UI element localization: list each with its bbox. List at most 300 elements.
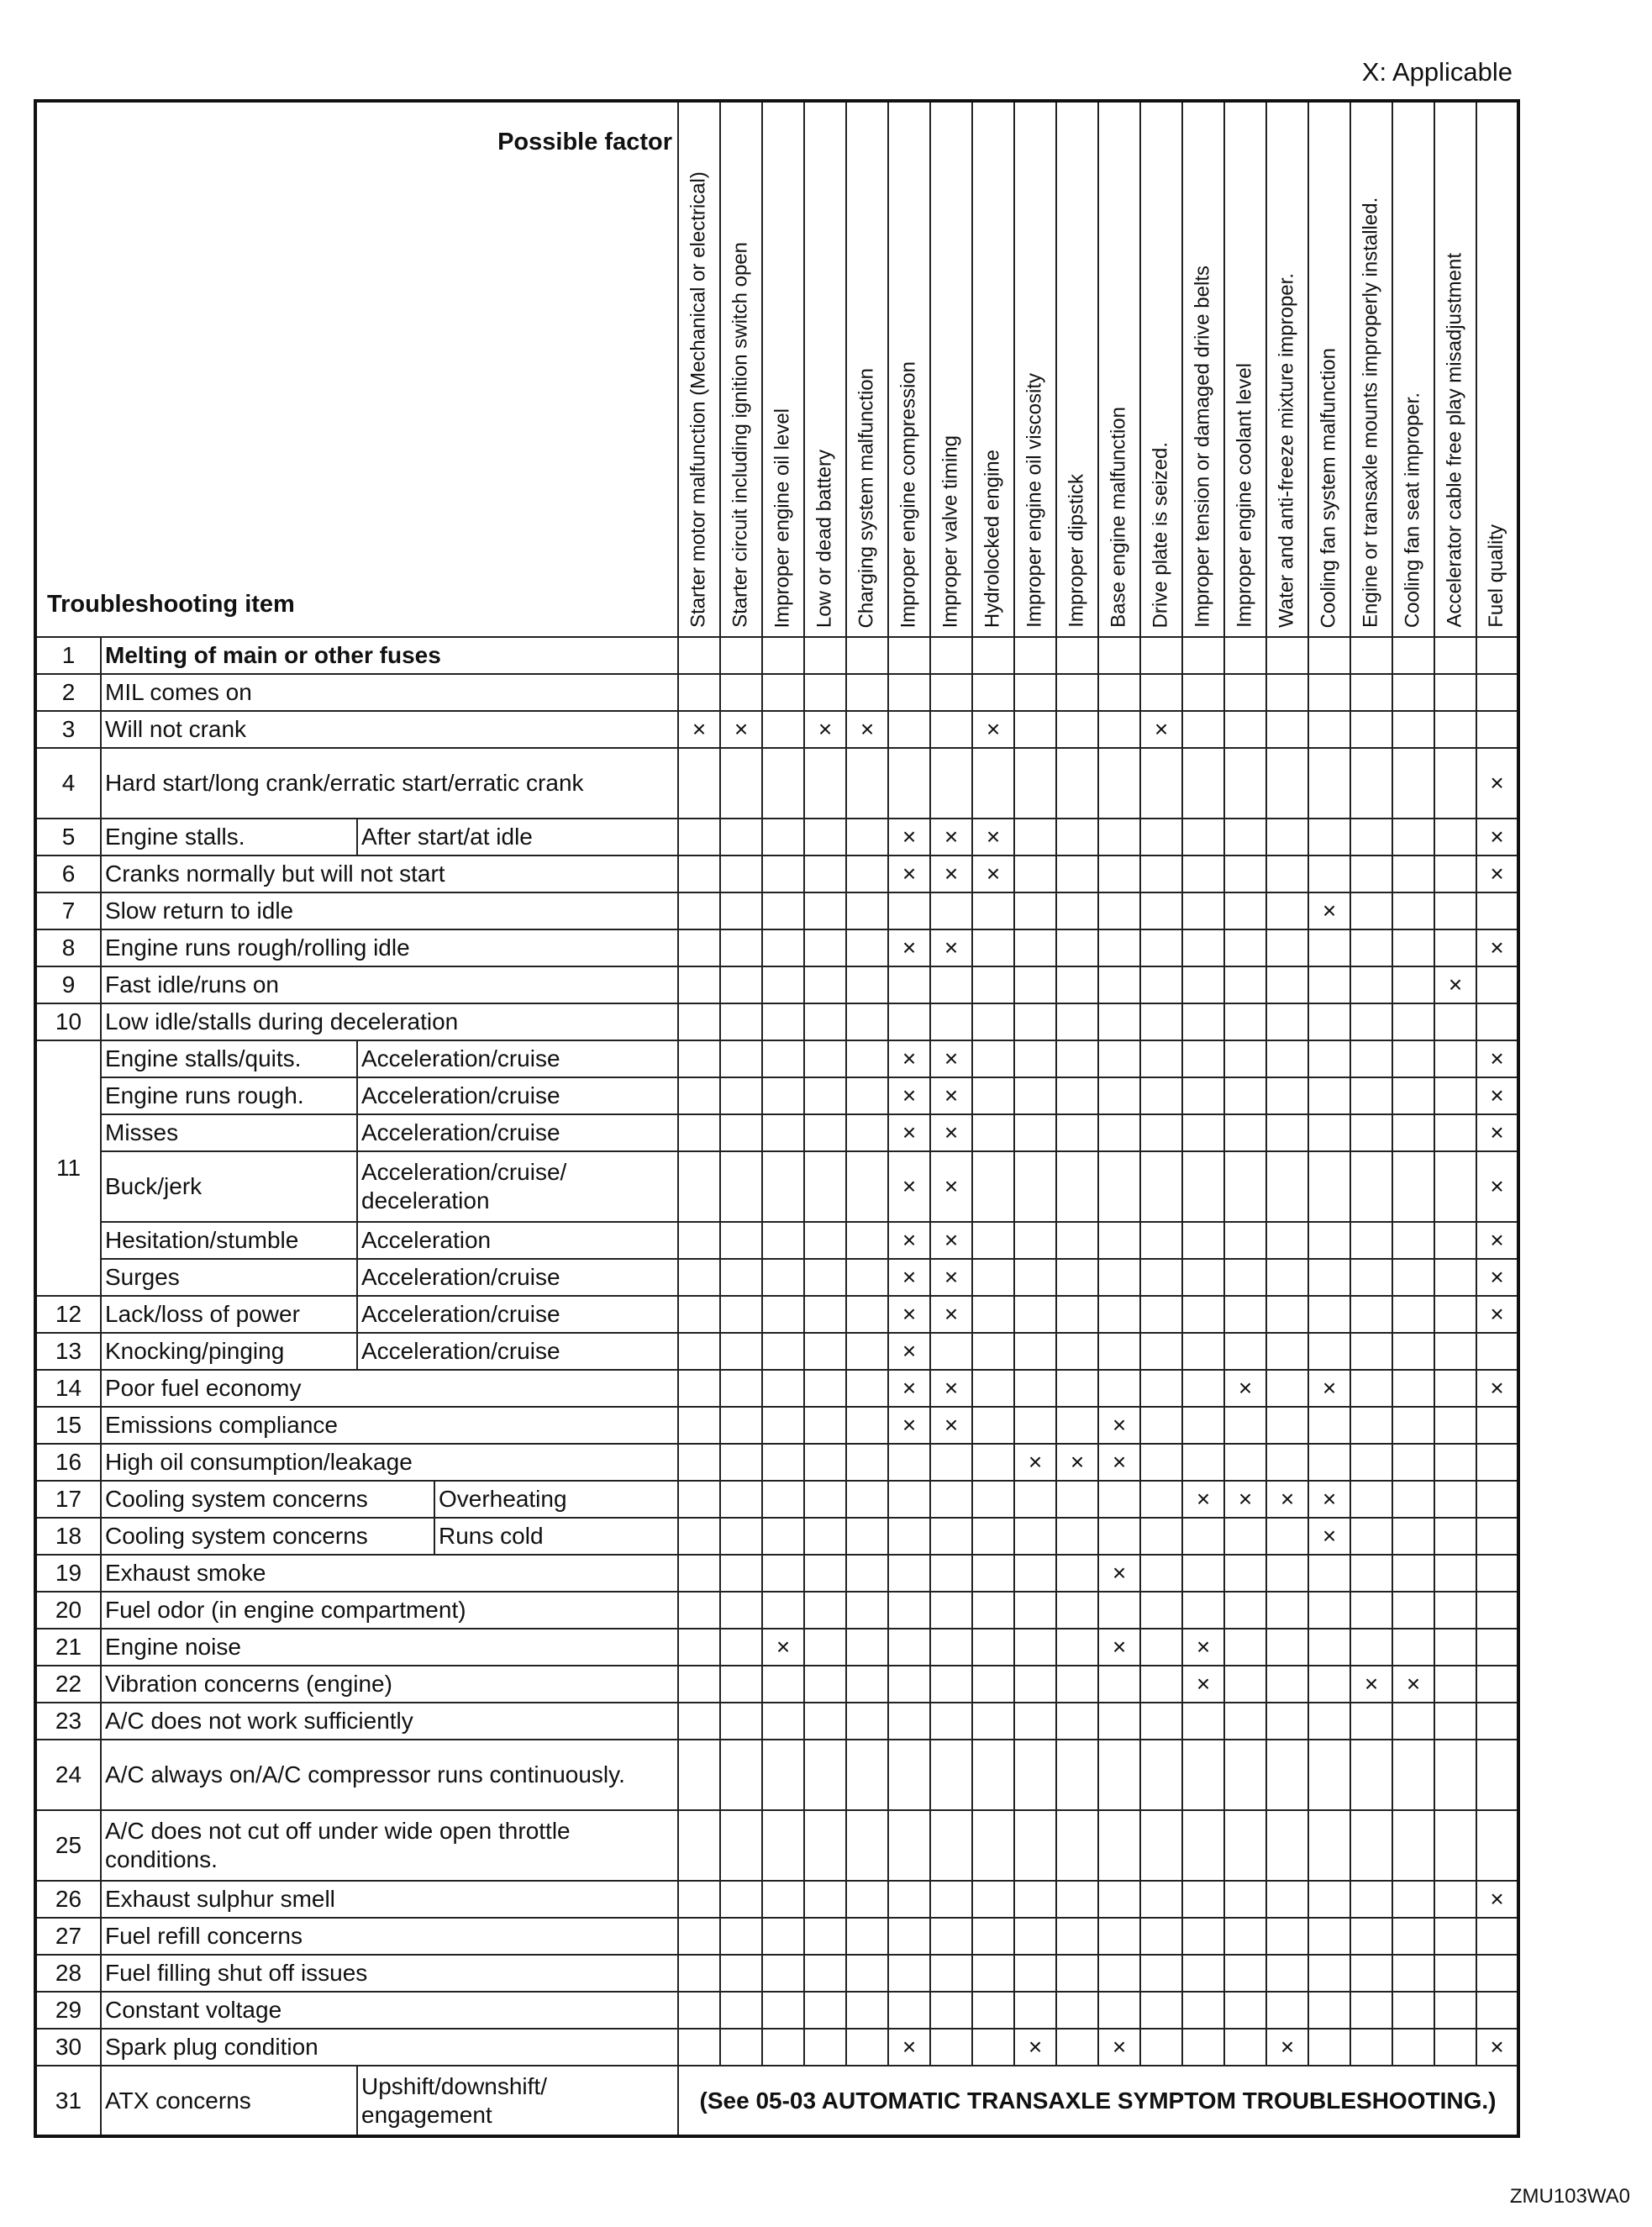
factor-cell (804, 1992, 846, 2029)
factor-cell (1308, 1040, 1350, 1077)
factor-cell (1224, 856, 1266, 892)
factor-cell (1476, 1481, 1518, 1518)
applicable-mark: × (1112, 1634, 1127, 1661)
factor-cell (720, 892, 762, 929)
troubleshooting-item: Vibration concerns (engine) (101, 1666, 678, 1703)
factor-cell (1266, 856, 1308, 892)
factor-cell (1014, 1481, 1056, 1518)
factor-cell (762, 1881, 804, 1918)
factor-cell (1476, 1592, 1518, 1629)
factor-cell (678, 1259, 720, 1296)
factor-cell (1266, 674, 1308, 711)
factor-cell (1224, 819, 1266, 856)
factor-cell (888, 2029, 930, 2066)
factor-cell (1098, 1151, 1140, 1222)
factor-cell (1224, 1333, 1266, 1370)
factor-cell (720, 1259, 762, 1296)
factor-cell (1392, 1592, 1434, 1629)
factor-cell (846, 2029, 888, 2066)
factor-cell (1308, 1077, 1350, 1114)
factor-cell (1140, 1040, 1182, 1077)
factor-cell (972, 1740, 1014, 1810)
factor-cell (1014, 1333, 1056, 1370)
factor-cell (762, 1992, 804, 2029)
factor-cell (678, 1703, 720, 1740)
troubleshooting-item: Hesitation/stumble (101, 1222, 357, 1259)
factor-cell (1434, 1992, 1476, 2029)
factor-cell (1056, 711, 1098, 748)
factor-cell (804, 1003, 846, 1040)
factor-cell (888, 1222, 930, 1259)
factor-cell (1014, 1740, 1056, 1810)
factor-cell (762, 1296, 804, 1333)
factor-cell (972, 1296, 1014, 1333)
factor-cell (1182, 1444, 1224, 1481)
factor-cell (1308, 1259, 1350, 1296)
factor-cell (804, 1955, 846, 1992)
factor-cell (1224, 1592, 1266, 1629)
troubleshooting-item: Knocking/pinging (101, 1333, 357, 1370)
table-row (35, 1003, 1518, 1040)
factor-cell (1014, 1666, 1056, 1703)
factor-cell (1182, 1296, 1224, 1333)
factor-cell (804, 1077, 846, 1114)
factor-cell (678, 929, 720, 966)
factor-cell (1224, 1555, 1266, 1592)
applicable-mark: × (1112, 1449, 1127, 1476)
factor-cell (1476, 1259, 1518, 1296)
factor-cell (1392, 1296, 1434, 1333)
factor-cell (804, 1629, 846, 1666)
factor-cell (1308, 1407, 1350, 1444)
table-row (35, 637, 1518, 674)
factor-cell (678, 1666, 720, 1703)
factor-cell (930, 2029, 972, 2066)
factor-cell (720, 1333, 762, 1370)
factor-cell (678, 1481, 720, 1518)
factor-cell (846, 1555, 888, 1592)
factor-cell (972, 1629, 1014, 1666)
factor-cell (1350, 1955, 1392, 1992)
factor-cell (1434, 1333, 1476, 1370)
factor-cell (888, 1333, 930, 1370)
factor-cell (1308, 711, 1350, 748)
troubleshooting-item: Constant voltage (101, 1992, 678, 2029)
factor-cell (1098, 1040, 1140, 1077)
applicable-mark: × (902, 1412, 917, 1439)
factor-cell (1308, 1555, 1350, 1592)
factor-cell (1056, 1918, 1098, 1955)
table-row (35, 892, 1518, 929)
factor-cell (804, 892, 846, 929)
table-row (35, 1881, 1518, 1918)
factor-cell (678, 711, 720, 748)
factor-cell (1476, 1444, 1518, 1481)
applicable-mark: × (902, 1082, 917, 1109)
factor-cell (972, 1407, 1014, 1444)
factor-cell (888, 892, 930, 929)
factor-cell (1434, 856, 1476, 892)
factor-cell (888, 1992, 930, 2029)
factor-cell (1140, 1666, 1182, 1703)
factor-header (762, 101, 804, 637)
factor-cell (1434, 966, 1476, 1003)
factor-cell (1350, 856, 1392, 892)
factor-cell (1392, 711, 1434, 748)
row-number: 7 (35, 892, 101, 929)
factor-cell (972, 1481, 1014, 1518)
factor-cell (930, 1666, 972, 1703)
factor-cell (1266, 892, 1308, 929)
factor-cell (1182, 1407, 1224, 1444)
factor-cell (1182, 856, 1224, 892)
factor-cell (762, 1629, 804, 1666)
factor-cell (804, 1918, 846, 1955)
factor-cell (1056, 1481, 1098, 1518)
factor-cell (804, 1333, 846, 1370)
factor-cell (720, 1592, 762, 1629)
factor-cell (1266, 1518, 1308, 1555)
factor-cell (1098, 1955, 1140, 1992)
factor-cell (1434, 1222, 1476, 1259)
factor-cell (762, 674, 804, 711)
factor-cell (930, 856, 972, 892)
factor-cell (1014, 1592, 1056, 1629)
factor-cell (1014, 1703, 1056, 1740)
troubleshooting-item: A/C always on/A/C compressor runs continuously. (101, 1740, 678, 1810)
factor-cell (762, 1703, 804, 1740)
factor-cell (846, 1296, 888, 1333)
applicable-mark: × (1238, 1375, 1253, 1402)
factor-cell (804, 1703, 846, 1740)
factor-cell (804, 1518, 846, 1555)
factor-cell (678, 1629, 720, 1666)
factor-cell (1476, 1077, 1518, 1114)
factor-cell (1434, 892, 1476, 929)
factor-cell (1182, 819, 1224, 856)
factor-cell (930, 1222, 972, 1259)
factor-cell (1224, 1481, 1266, 1518)
factor-cell (1182, 1740, 1224, 1810)
table-row (35, 1444, 1518, 1481)
factor-cell (888, 1703, 930, 1740)
factor-cell (846, 1003, 888, 1040)
factor-cell (720, 966, 762, 1003)
factor-cell (720, 1444, 762, 1481)
factor-cell (804, 1222, 846, 1259)
applicable-mark: × (1112, 1560, 1127, 1587)
factor-cell (1434, 711, 1476, 748)
factor-cell (1056, 674, 1098, 711)
factor-cell (1056, 929, 1098, 966)
factor-cell (1308, 1592, 1350, 1629)
factor-header (1182, 101, 1224, 637)
factor-cell (678, 1955, 720, 1992)
factor-cell (888, 1370, 930, 1407)
factor-cell (762, 1444, 804, 1481)
factor-cell (888, 966, 930, 1003)
factor-cell (1098, 1370, 1140, 1407)
factor-cell (1350, 1629, 1392, 1666)
factor-cell (1476, 1703, 1518, 1740)
table-row (35, 711, 1518, 748)
factor-cell (888, 1666, 930, 1703)
factor-cell (846, 1151, 888, 1222)
factor-cell (972, 1881, 1014, 1918)
factor-cell (1392, 1259, 1434, 1296)
row-number: 8 (35, 929, 101, 966)
table-row (35, 1629, 1518, 1666)
troubleshooting-item: Hard start/long crank/erratic start/erratic crank (101, 748, 678, 819)
factor-cell (1098, 1629, 1140, 1666)
factor-cell (1056, 1810, 1098, 1881)
factor-cell (972, 1955, 1014, 1992)
factor-cell (1182, 1918, 1224, 1955)
applicable-mark: × (734, 716, 749, 743)
factor-cell (720, 1703, 762, 1740)
factor-cell (804, 711, 846, 748)
factor-cell (720, 1992, 762, 2029)
factor-cell (1434, 1703, 1476, 1740)
factor-cell (930, 637, 972, 674)
factor-cell (1224, 1703, 1266, 1740)
factor-cell (888, 1040, 930, 1077)
table-row (35, 1077, 1518, 1114)
factor-cell (762, 1370, 804, 1407)
factor-cell (888, 748, 930, 819)
factor-cell (1350, 966, 1392, 1003)
factor-cell (1350, 1407, 1392, 1444)
factor-cell (1224, 1296, 1266, 1333)
factor-cell (888, 819, 930, 856)
factor-cell (1014, 1918, 1056, 1955)
factor-label: Improper engine coolant level (1233, 363, 1256, 628)
factor-cell (720, 819, 762, 856)
factor-cell (930, 819, 972, 856)
applicable-mark: × (944, 1264, 959, 1291)
factor-cell (1350, 1592, 1392, 1629)
factor-cell (762, 1666, 804, 1703)
factor-cell (1392, 1333, 1434, 1370)
factor-cell (1392, 1555, 1434, 1592)
table-row (35, 856, 1518, 892)
factor-cell (1182, 1518, 1224, 1555)
factor-cell (1140, 637, 1182, 674)
factor-cell (930, 1703, 972, 1740)
item-condition: Acceleration/cruise/ deceleration (357, 1151, 678, 1222)
factor-cell (1140, 1810, 1182, 1881)
factor-cell (1014, 1259, 1056, 1296)
applicable-mark: × (1322, 1523, 1337, 1550)
item-condition: Acceleration/cruise (357, 1077, 678, 1114)
factor-cell (888, 1881, 930, 1918)
factor-cell (1308, 674, 1350, 711)
factor-cell (1434, 819, 1476, 856)
factor-cell (972, 1992, 1014, 2029)
table-row (35, 1296, 1518, 1333)
factor-cell (1476, 1003, 1518, 1040)
troubleshooting-item: Misses (101, 1114, 357, 1151)
applicable-mark: × (944, 1045, 959, 1072)
factor-cell (1224, 1370, 1266, 1407)
row-number: 2 (35, 674, 101, 711)
factor-cell (846, 1666, 888, 1703)
factor-cell (1056, 1629, 1098, 1666)
factor-cell (804, 1666, 846, 1703)
factor-cell (1434, 674, 1476, 711)
factor-cell (1350, 1114, 1392, 1151)
table-row (35, 1918, 1518, 1955)
factor-cell (678, 1918, 720, 1955)
factor-cell (1350, 674, 1392, 711)
factor-cell (846, 1918, 888, 1955)
table-row (35, 1703, 1518, 1740)
factor-label: Base engine malfunction (1107, 407, 1130, 628)
factor-cell (1434, 1918, 1476, 1955)
troubleshooting-item: Engine noise (101, 1629, 678, 1666)
factor-cell (1266, 2029, 1308, 2066)
factor-cell (1392, 1077, 1434, 1114)
factor-cell (930, 711, 972, 748)
factor-header (678, 101, 720, 637)
factor-cell (1098, 1003, 1140, 1040)
factor-cell (720, 711, 762, 748)
factor-cell (720, 1296, 762, 1333)
factor-label: Water and anti-freeze mixture improper. (1275, 273, 1298, 628)
factor-cell (1014, 1077, 1056, 1114)
factor-cell (888, 1918, 930, 1955)
factor-cell (1266, 1407, 1308, 1444)
factor-label: Cooling fan seat improper. (1401, 392, 1424, 628)
factor-cell (1098, 637, 1140, 674)
applicable-mark: × (944, 1119, 959, 1146)
factor-cell (1266, 1992, 1308, 2029)
factor-cell (1056, 1296, 1098, 1333)
factor-cell (1140, 1333, 1182, 1370)
factor-cell (720, 1370, 762, 1407)
factor-cell (888, 1592, 930, 1629)
factor-cell (1098, 1881, 1140, 1918)
factor-cell (678, 966, 720, 1003)
factor-cell (846, 1444, 888, 1481)
factor-cell (1476, 892, 1518, 929)
applicable-mark: × (944, 824, 959, 850)
factor-cell (1098, 892, 1140, 929)
factor-header (1434, 101, 1476, 637)
troubleshooting-item: Surges (101, 1259, 357, 1296)
factor-cell (762, 1114, 804, 1151)
factor-cell (1140, 1592, 1182, 1629)
factor-cell (1392, 1040, 1434, 1077)
factor-cell (678, 748, 720, 819)
factor-cell (804, 966, 846, 1003)
row-number: 27 (35, 1918, 101, 1955)
factor-cell (804, 1881, 846, 1918)
factor-cell (1056, 1703, 1098, 1740)
factor-cell (1140, 1555, 1182, 1592)
troubleshooting-item: Spark plug condition (101, 2029, 678, 2066)
item-condition: Acceleration/cruise (357, 1259, 678, 1296)
possible-factor-label: Possible factor (497, 129, 672, 155)
factor-cell (1098, 1296, 1140, 1333)
applicable-mark: × (1406, 1671, 1421, 1698)
applicable-mark: × (1196, 1671, 1211, 1698)
factor-cell (972, 1592, 1014, 1629)
factor-cell (846, 1259, 888, 1296)
factor-cell (1392, 966, 1434, 1003)
factor-cell (1266, 1703, 1308, 1740)
factor-header (804, 101, 846, 637)
factor-cell (1224, 1222, 1266, 1259)
factor-cell (1308, 892, 1350, 929)
factor-cell (846, 1955, 888, 1992)
applicable-mark: × (902, 1338, 917, 1365)
factor-cell (1182, 748, 1224, 819)
row-number: 16 (35, 1444, 101, 1481)
factor-cell (1140, 1077, 1182, 1114)
troubleshooting-item: Cranks normally but will not start (101, 856, 678, 892)
factor-cell (1182, 929, 1224, 966)
factor-cell (1392, 674, 1434, 711)
table-row (35, 1151, 1518, 1222)
applicable-mark: × (1028, 2034, 1043, 2061)
factor-cell (1056, 1992, 1098, 2029)
factor-cell (972, 1370, 1014, 1407)
factor-cell (1014, 1518, 1056, 1555)
row-number: 1 (35, 637, 101, 674)
factor-cell (1308, 1703, 1350, 1740)
factor-cell (1476, 748, 1518, 819)
factor-cell (804, 856, 846, 892)
troubleshooting-item: Slow return to idle (101, 892, 678, 929)
factor-cell (972, 711, 1014, 748)
factor-cell (762, 1040, 804, 1077)
factor-cell (1476, 1666, 1518, 1703)
factor-cell (1392, 748, 1434, 819)
factor-cell (1224, 711, 1266, 748)
factor-cell (1476, 1881, 1518, 1918)
factor-cell (1392, 892, 1434, 929)
factor-cell (1434, 2029, 1476, 2066)
factor-cell (1308, 1810, 1350, 1881)
factor-cell (1056, 1003, 1098, 1040)
factor-cell (1014, 1629, 1056, 1666)
factor-header (1098, 101, 1140, 637)
factor-cell (720, 637, 762, 674)
factor-cell (1350, 1881, 1392, 1918)
factor-cell (1308, 1151, 1350, 1222)
factor-cell (1350, 1077, 1392, 1114)
factor-cell (972, 1555, 1014, 1592)
table-row (35, 1666, 1518, 1703)
factor-cell (762, 711, 804, 748)
applicable-legend: X: Applicable (1361, 57, 1513, 87)
item-condition: Runs cold (434, 1518, 678, 1555)
factor-cell (930, 1740, 972, 1810)
row-number: 6 (35, 856, 101, 892)
factor-cell (1098, 1333, 1140, 1370)
factor-cell (1014, 1555, 1056, 1592)
table-row (35, 1370, 1518, 1407)
troubleshooting-item: Low idle/stalls during deceleration (101, 1003, 678, 1040)
table-row (35, 1222, 1518, 1259)
factor-cell (720, 1481, 762, 1518)
factor-cell (720, 1666, 762, 1703)
factor-cell (1308, 1114, 1350, 1151)
troubleshooting-item: High oil consumption/leakage (101, 1444, 678, 1481)
applicable-mark: × (1490, 1227, 1504, 1254)
factor-cell (804, 1407, 846, 1444)
